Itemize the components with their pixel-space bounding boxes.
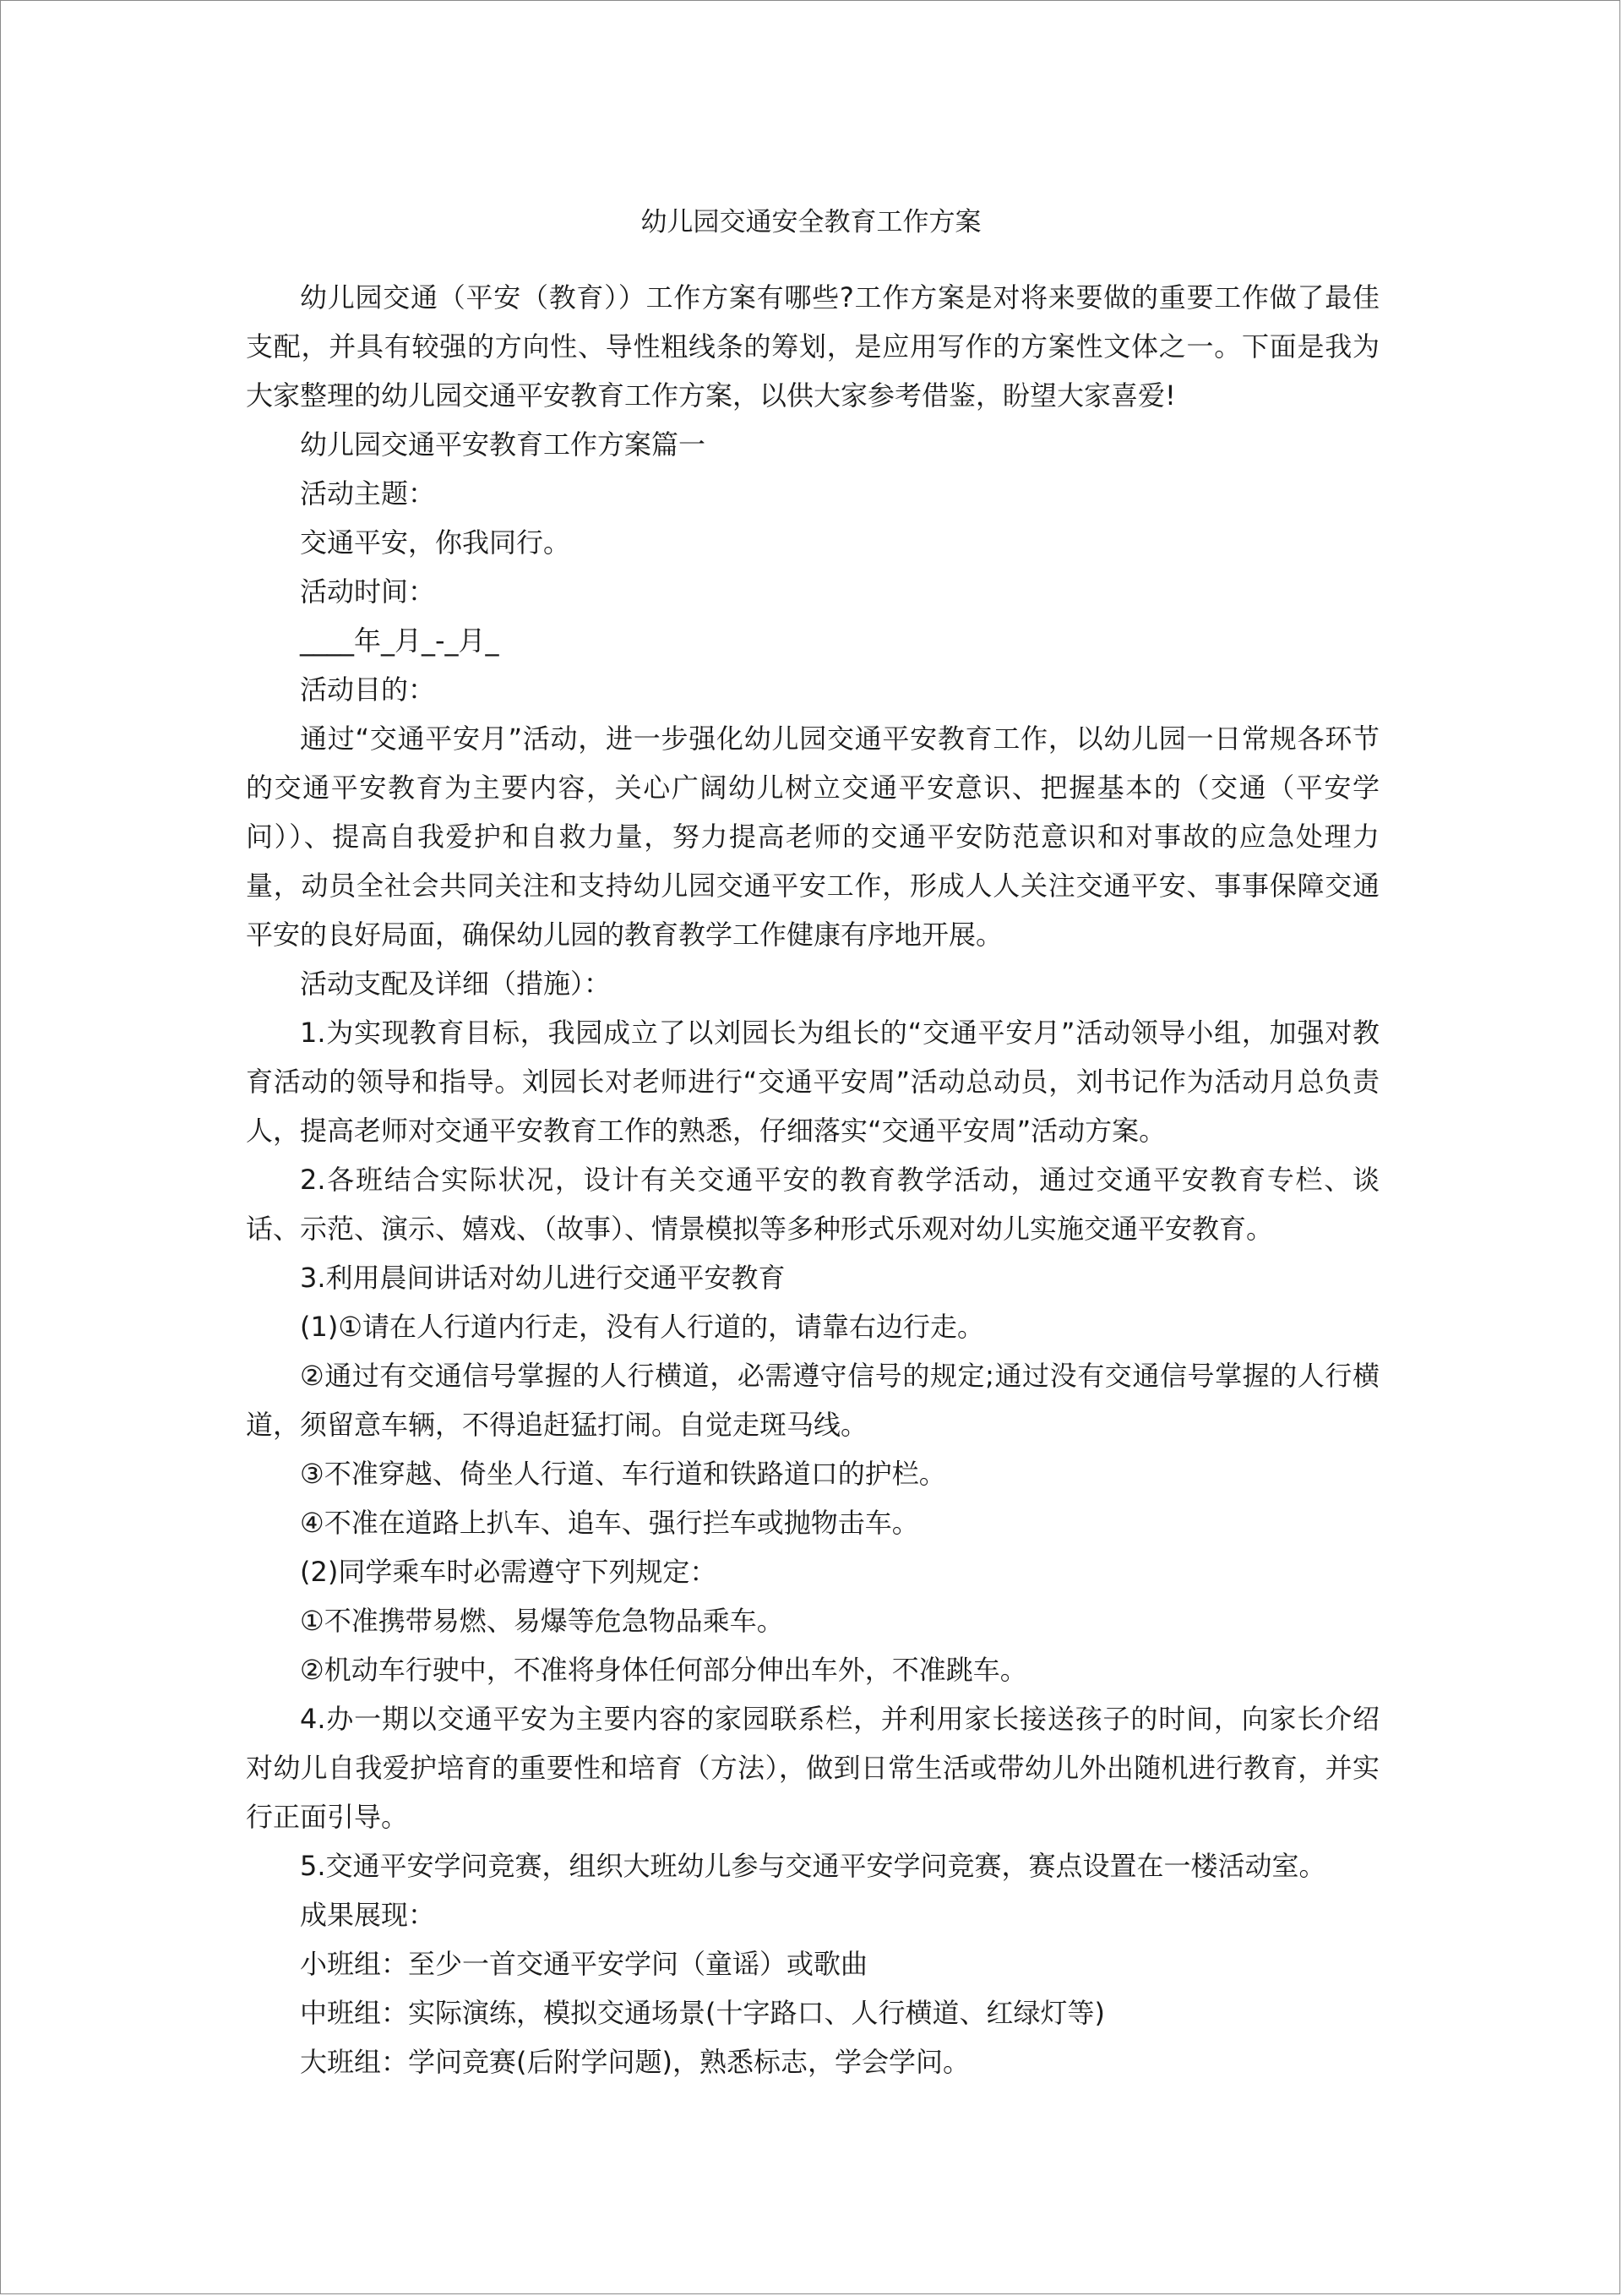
- paragraph: ____年_月_-_月_: [300, 624, 499, 657]
- paragraph: (2)同学乘车时必需遵守下列规定：: [300, 1556, 717, 1588]
- paragraph: 1.为实现教育目标，我园成立了以刘园长为组长的“交通平安月”活动领导小组，加强对教育活动的领导和指导。刘园长对老师进行“交通平安周”活动总动员，刘书记作为活动月总负责人，提高老师对交通平安教育工作的熟悉，仔细落实“交通平安周”活动方案。: [246, 1017, 1380, 1147]
- paragraph: ②机动车行驶中，不准将身体任何部分伸出车外，不准跳车。: [300, 1654, 1027, 1686]
- paragraph: ②通过有交通信号掌握的人行横道，必需遵守信号的规定;通过没有交通信号掌握的人行横道，须留意车辆，不得追赶猛打闹。自觉走斑马线。: [246, 1360, 1380, 1441]
- paragraph: 交通平安，你我同行。: [300, 526, 571, 559]
- document-body: [246, 273, 1380, 2086]
- paragraph: 活动时间：: [300, 575, 436, 608]
- paragraph: 幼儿园交通平安教育工作方案篇一: [300, 428, 706, 461]
- paragraph: ④不准在道路上扒车、追车、强行拦车或抛物击车。: [300, 1507, 919, 1539]
- document-title: 幼儿园交通安全教育工作方案: [640, 207, 982, 237]
- paragraph: ①不准携带易燃、易爆等危急物品乘车。: [300, 1605, 784, 1637]
- paragraph: 活动主题：: [300, 477, 436, 510]
- paragraph: 2.各班结合实际状况，设计有关交通平安的教育教学活动，通过交通平安教育专栏、谈话、示范、演示、嬉戏、（故事）、情景模拟等多种形式乐观对幼儿实施交通平安教育。: [246, 1164, 1380, 1245]
- paragraph: 通过“交通平安月”活动，进一步强化幼儿园交通平安教育工作，以幼儿园一日常规各环节的交通平安教育为主要内容，关心广阔幼儿树立交通平安意识、把握基本的（交通（平安学问））、提高自我爱护和自救力量，努力提高老师的交通平安防范意识和对事故的应急处理力量，动员全社会共同关注和支持幼儿园交通平安工作，形成人人关注交通平安、事事保障交通平安的良好局面，确保幼儿园的教育教学工作健康有序地开展。: [246, 723, 1380, 951]
- paragraph: 3.利用晨间讲话对幼儿进行交通平安教育: [300, 1262, 786, 1294]
- paragraph: 大班组：学问竞赛(后附学问题)，熟悉标志，学会学问。: [300, 2046, 970, 2078]
- paragraph: 5.交通平安学问竞赛，组织大班幼儿参与交通平安学问竞赛，赛点设置在一楼活动室。: [300, 1850, 1326, 1882]
- paragraph: 小班组：至少一首交通平安学问（童谣）或歌曲: [300, 1948, 868, 1980]
- paragraph: (1)①请在人行道内行走，没有人行道的，请靠右边行走。: [300, 1311, 985, 1343]
- paragraph: ③不准穿越、倚坐人行道、车行道和铁路道口的护栏。: [300, 1458, 946, 1490]
- paragraph: 活动支配及详细（措施）：: [300, 968, 612, 1000]
- paragraph: 中班组：实际演练，模拟交通场景(十字路口、人行横道、红绿灯等): [300, 1997, 1105, 2029]
- paragraph: 4.办一期以交通平安为主要内容的家园联系栏，并利用家长接送孩子的时间，向家长介绍对幼儿自我爱护培育的重要性和培育（方法），做到日常生活或带幼儿外出随机进行教育，并实行正面引导。: [246, 1703, 1380, 1833]
- paragraph: 幼儿园交通（平安（教育））工作方案有哪些?工作方案是对将来要做的重要工作做了最佳支配，并具有较强的方向性、导性粗线条的筹划，是应用写作的方案性文体之一。下面是我为大家整理的幼儿园交通平安教育工作方案，以供大家参考借鉴，盼望大家喜爱!: [246, 281, 1380, 412]
- paragraph: 活动目的：: [300, 674, 436, 706]
- paragraph: 成果展现：: [300, 1899, 436, 1931]
